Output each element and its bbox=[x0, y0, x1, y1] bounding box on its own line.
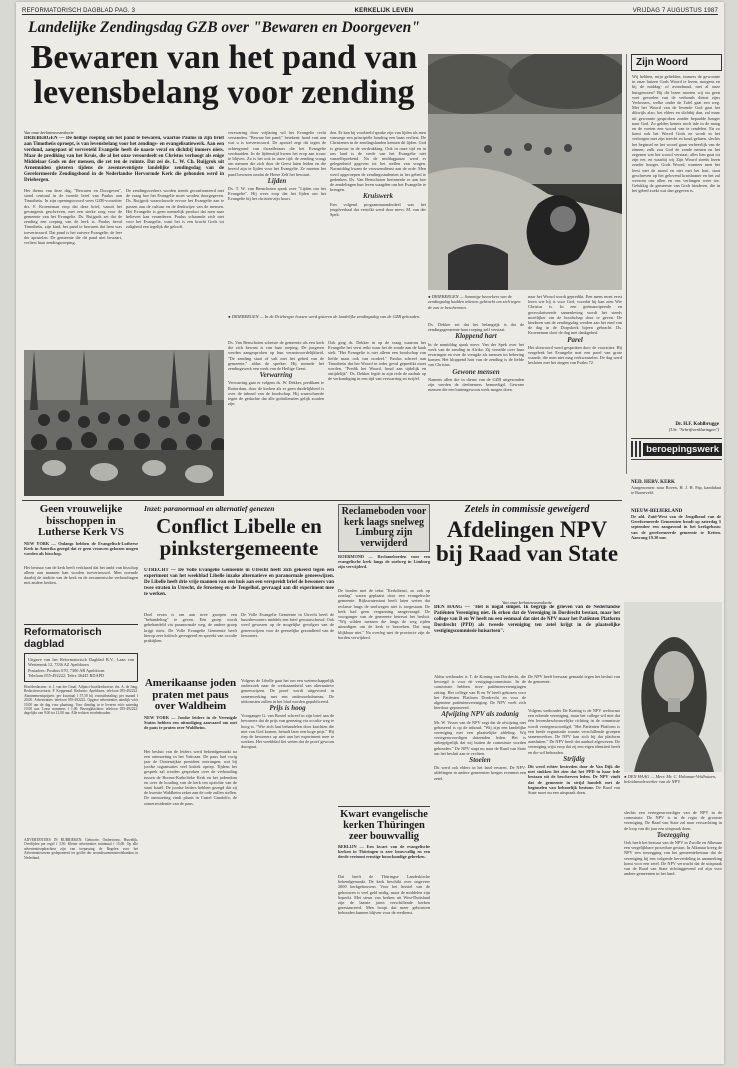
crowd-in-forest-photo bbox=[24, 350, 224, 496]
npv-lead bbox=[434, 600, 620, 670]
npv-byline: Van onze kerknieuwsredactie bbox=[502, 600, 552, 605]
main-photo bbox=[428, 54, 622, 290]
main-kicker: Landelijke Zendingsdag GZB over "Bewaren en Doorgeven" bbox=[28, 19, 420, 36]
libelle-headline: Conflict Libelle en pinkstergemeente bbox=[156, 514, 322, 561]
amerikaanse-headline: Amerikaanse joden praten met paus over Waldheim bbox=[144, 678, 237, 713]
newspaper-page bbox=[16, 2, 724, 1064]
main-headline: Bewaren van het pand van levensbelang voor zending bbox=[30, 38, 418, 111]
main-body-col-8: naar het Woord wordt gepredikt. Een mens moet eerst leren wie hij is voor God, voordat hij kan zien Wie Christus is. In een geëmancipeerde en geseculariseerde samenleving wordt het steeds moeilijker om de boodschap door te geven. De kinderen van de zendingsdag werden aan het eind van de dag in de Dorpskerk bijeen gebracht. Ds. Kroeneman sloot de dag met dankgebed. Parel Het slotwoord werd gesproken door de voorzitter. Hij vergeleek het Evangelie met een parel van grote waarde, die men niet mag verkwanselen. De dag werd besloten met het zingen van Psalm 72. bbox=[528, 294, 622, 366]
npv-headline: Afdelingen NPV bij Raad van State bbox=[435, 517, 619, 567]
colophon-line-3: Telefoon 055-492222, Telex 36445 RDAPD bbox=[28, 672, 105, 678]
main-body-col-5: Ds. Van Benschoten schetste de gemeente als een kerk die zich bewust is van haar roeping. De jongeren werden aangesproken op hun verantwoordelijkheid. "De zending staat of valt met het gebed van de gemeente," aldus de spreker. Hij noemde het zendingswerk een werk van de Heilige Geest. Verwarring Verwarring gaat er volgens ds. W. Dekker, predikant te Rotterdam, door de kerken als er geen duidelijkheid is over de inhoud van de boodschap. Hij waarschuwde tegen de gedachte dat alle godsdiensten gelijk zouden zijn. bbox=[228, 340, 324, 407]
main-byline: Van onze kerknieuwsredactie bbox=[24, 130, 74, 135]
npv-caption-text: DEN HAAG — Mevr. Mr. C. Hulsman-Veldhuizen, beleidsmedewerker van de NPV. bbox=[624, 774, 717, 785]
beroepingswerk-notices: NED. HERV. KERK Aangenomen: naar Boven, H. J. H. Pap, kandidaat te Barneveld. NIEUW-BEIJERLAND De afd. Zuid-West van de Jeugdbond van de Gereformeerde Gemeenten houdt op zaterdag 5 september een zangavond in het kerkgebouw van de gereformeerde gemeente te Ketten. Aanvang 19.30 uur. bbox=[631, 480, 721, 540]
npv-subhead-toezegging: Toezegging bbox=[656, 830, 690, 839]
beroepingswerk-banner bbox=[631, 438, 722, 460]
page-header bbox=[22, 5, 718, 15]
colophon-box bbox=[24, 653, 138, 682]
sidebar-text: Wij hebben, mijn geliefden, immers de gewoonte in onze huizen Gods Woord te lezen, morgens en bij de middag- of avondmaal, met al onze huisgenoten? Bij dit lezen moeten wij nu geen voet gevoelen van de verbonds dienst zijns Verlossers, welke onder de Tafel gaat een weg. Met het Woord van de levende God gaat het dikwijls alzo, het elders en dichtbij dan, zal maar uit gewoonte gesproken zonder bepaalde honger naar God. Zo gelden kennis noch tale in de maag en de voeten een woord van te rendelen. En zo komt ook het Woord Gods en wordt in het verborgen met zijn terecht en koud gelaten, slechts het beginsel en het woord gaan verheerlijk van de zinnen; zulk zou God de zonde nemen en het zegenen wat het woord verstaat; alles hen gaat tot zijn eer, en waarbij wij Zijn Woord steeds lezen zonder honger. Gods Woord, wanneer men het leest met de mond en niet met het hart, staat geschreven op het gelovend kruisbanier en het zal weerom ons allen en ons verlangen weer toe. Gelukkig de gemeente van Gods kinderen, die in het gebed zoekt wat dan gegeven is. bbox=[632, 74, 720, 194]
church-icon bbox=[631, 441, 641, 457]
npv-lead-text: DEN HAAG — "Het is nogal simpel. Ik begrijp de grieven van de Nederlandse Patiënten Vereniging niet. Ik erken dat de Vereniging in Dordrecht bestaat, maar het college van B en W heeft nu een eenmaal dat niet de NPV maar het Patiënten Platform Dordrecht (PPD) als tweede vereniging ten zetel krijgt in de plaatselijke vestigingscommissie huisartsen". bbox=[434, 605, 620, 634]
npv-photo bbox=[624, 602, 722, 772]
caption-1-text: DRIEBERGEN — In de Driebergse bossen werd gisteren de landelijke zendingsdag van de GZB gehouden. bbox=[231, 314, 421, 319]
sidebar-signature: Dr. H.F. Kohlbrugge bbox=[675, 422, 719, 427]
article-kwart: Kwart evangelische kerken Thüringen zeer bouwvallig BERLIJN — Een kwart van de evangelische kerken in Thüringen is zeer bouwvallig en een derde vertoont ernstige bouwkundige gebreken. Dat heeft de Thüringse Landeskirche bekendgemaakt. De kerk beschikt over ongeveer 2000 kerkgebouwen. Voor het herstel van de gebouwen is veel geld nodig, maar de middelen zijn beperkt. Met steun van kerken uit West-Duitsland zijn de laatste jaren verschillende kerken gerestaureerd. Men hoopt dat meer gebouwen behouden kunnen blijven voor de eredienst. bbox=[338, 806, 430, 1064]
subhead-parel: Parel bbox=[567, 335, 583, 344]
npv-caption: ● DEN HAAG — Mevr. Mr. C. Hulsman-Veldhuizen, beleidsmedewerker van de NPV. bbox=[624, 774, 717, 785]
vrouwelijke-lead: NEW YORK — Onlangs hebben de Evangelisch-Lutherse Kerk in Amerika gezegd dat er geen vrouwen gekozen mogen worden als bisschop. bbox=[24, 540, 138, 557]
subhead-kloppend: Kloppend hart bbox=[455, 332, 497, 341]
banner-sub: NED. HERV. KERK bbox=[631, 480, 675, 485]
main-body-col-7: Ds. Dekker zei dat het belangrijk is dat de zendingsgemeente haar roeping zelf verstaat. Kloppend hart In de namiddag sprak mevr. Van der Spek over het werk van de zending in Afrika. Zij vertelde over haar ervaringen en over de vreugde als mensen tot bekering komen. Het kloppend hart van de zending is de liefde van Christus. Gewone mensen Namens allen die in dienst van de GZB uitgezonden zijn werden de deelnemers bemoedigd. Gewone mensen die een buitengewoon werk mogen doen. bbox=[428, 322, 524, 393]
amerikaanse-lead: NEW YORK — Joodse leiders in de Verenigde Staten hebben een uitnodiging aanvaard om met de paus te praten over Waldheim. bbox=[144, 714, 237, 731]
sidebar-signature-note: (Uit: "Schriftverklaringen") bbox=[668, 427, 719, 432]
main-lead bbox=[24, 130, 224, 186]
main-body-col-1: Het thema van deze dag, "Bewaren en Doorgeven", stond centraal in de tweede brief van Paulus aan Timotheüs. In zijn openingswoord wees GZB-voorzitter drs. F. Kroeneman erop dat deze brief, vanuit het gevangenis geschreven, met een sterke zorg voor de gemeente van het Evangelie. Ds. Ruijgrok zei dat de zending een roeping van de kerk is. Paulus beval Timotheüs, zijn kind, het pand te bewaren dat hem was toevertrouwd. Dat pand is het zuivere Evangelie, de leer der apostelen. De gemeente die dit pand niet bewaart, verliest haar zendingsroeping. bbox=[24, 188, 122, 246]
crowd-photo bbox=[24, 350, 224, 496]
notice-title: NIEUW-BEIJERLAND bbox=[631, 509, 683, 514]
libelle-kicker: Inzet: paranormaal en alternatief genezen bbox=[144, 504, 275, 513]
kwart-lead: BERLIJN — Een kwart van de evangelische kerken in Thüringen is zeer bouwvallig en een derde vertoont ernstige bouwkundige gebreken. bbox=[338, 844, 430, 860]
crowd-under-trees-photo bbox=[428, 54, 622, 290]
subhead-gewone: Gewone mensen bbox=[452, 367, 500, 376]
article-vrouwelijke: Geen vrouwelijke bisschoppen in Lutherse Kerk VS NEW YORK — Onlangs hebben de Evangelisch-Lutherse Kerk in Amerika gezegd dat er geen vrouwen gekozen mogen worden als bisschop. Het bestuur van de kerk heeft verklaard dat het ambt van bisschop alleen aan mannen kan worden toevertrouwd. Men noemde daarbij de traditie van de kerk en de oecumenische verhoudingen met andere kerken. bbox=[24, 504, 138, 586]
header-left: REFORMATORISCH DAGBLAD PAG. 3 bbox=[22, 8, 136, 14]
caption-2-text: DRIEBERGEN — Sommige bezoekers van de zendingsdag hadden tekenen gebracht om zich tegen de zon te beschermen. bbox=[428, 294, 521, 310]
kwart-headline: Kwart evangelische kerken Thüringen zeer bouwvallig bbox=[340, 809, 428, 843]
header-right: VRIJDAG 7 AUGUSTUS 1987 bbox=[632, 8, 718, 14]
main-article-heading bbox=[24, 20, 424, 110]
colophon-line-1: Uitgave van het Reformatorisch Dagblad B.V., Laan van Westenenk 12, 7336 AZ Apeldoorn bbox=[28, 657, 134, 668]
npv-kicker: Zetels in commissie geweigerd bbox=[464, 504, 590, 515]
npv-body-2: De NPV heeft bezwaar gemaakt tegen het besluit van de gemeente. bbox=[528, 674, 620, 685]
article-amerikaanse: Amerikaanse joden praten met paus over Waldheim NEW YORK — Joodse leiders in de Verenigde Staten hebben een uitnodiging aanvaard om met de paus te praten over Waldheim. Het besluit van de leiders werd bekendgemaakt na een ontmoeting in het Vaticaan. De paus had vorig jaar de Oostenrijkse president ontvangen, wat bij joodse organisaties veel kritiek opriep. Tijdens het gesprek zal worden gesproken over de verhouding tussen de Rooms-Katholieke Kerk en het jodendom en over de houding van de kerk ten opzichte van de staat Israël. De joodse leiders hebben gezegd dat zij de kwestie Waldheim zeker aan de orde zullen stellen. De ontmoeting vindt plaats in Castel Gandolfo, de zomerresidentie van de paus. bbox=[144, 678, 237, 806]
npv-subhead-afwijzing: Afwijzing NPV als zodanig bbox=[441, 710, 519, 719]
main-lead-text: DRIEBERGEN — De heilige roeping om het pand te bewaren, waartoe Paulus in zijn brief aan Timotheüs oproept, is van levensbelang voor het zendings- en evangelisatiewerk. Aan een verdund, aangepast of vervreteld Evangelie heeft de naaste veraf en dichtbij immers niets. Maar de prediking van het Kruis, die al het onze veroordeelt en Christus verhoogt als enige Middelaar Gods en der mensen, die zet ten de ruimte. Dat zei ds. L. W. Ch. Ruijgrok uit Arnemuiden gisteren tijdens de zesenzeventigste landelijke zendingsdag van de Gereformeerde Zendingsbond in de Nederlandse Hervormde Kerk die gehouden werd in Driebergen. bbox=[24, 136, 224, 183]
article-libelle-head bbox=[144, 504, 334, 574]
reclameboden-box bbox=[338, 504, 430, 552]
reclameboden-headline: Reclameboden voor kerk laags snelweg Limburg zijn verwijderd bbox=[341, 506, 427, 549]
article-npv-head bbox=[434, 504, 620, 594]
npv-body-4: slechts een vertegenwoordiger van de NPV in de commissie. De NPV is in de regio de grootste vereniging. De Raad van State zal naar verwachting in de loop van dit jaar een uitspraak doen. Toezegging Ook heeft het bestuur van de NPV in Zwolle en Alkmaar een vergelijkbare procedure gestart. In Alkmaar kreeg de NPV een toezegging van het gemeentebestuur dat de vereniging bij een volgende herverdeling in aanmerking komt voor een zetel. De NPV verwacht dat de uitspraak van de Raad van State richtinggevend zal zijn voor andere gemeenten in het land. bbox=[624, 810, 722, 877]
libelle-lead: UTRECHT — De Volle Evangelie Gemeente in Utrecht heeft zich gekeerd tegen een experiment van het weekblad Libelle inzake alternatieve en paranormale geneeswijzen. De Libelle heeft drie vrije mannen van een huis aan een verspreidt brief de bewoners van twee straten in Utrecht, de Strosteeg en de Teugelhof, gevraagd aan dit experiment mee te werken. bbox=[144, 568, 334, 597]
libelle-body-2: De Volle Evangelie Gemeente in Utrecht heeft de buurtbewoners middels een brief gewaarschuwd. Ook werd gewezen op de mogelijke gevolgen van de geneeswijzen voor de geestelijke gezondheid van de bewoners. bbox=[241, 612, 334, 638]
subhead-lijden: Lijden bbox=[267, 176, 287, 185]
libelle-body-1: Doel ervan is om aan twee groepen een "behandeling" te geven. Eén groep wordt gebehandeld via paranormale weg, de andere groep krijgt niets. De Volle Evangelie Gemeente heeft hierop zeer kritisch gereageerd en spreekt van occulte praktijken. bbox=[144, 612, 237, 644]
colophon: Reformatorisch dagblad Uitgave van het Reformatorisch Dagblad B.V., Laan van Westenenk 12, 7336 AZ Apeldoorn Postadres: Postbus 670, 7300 AR Apeldoorn Telefoon 055-492222, Telex 36445 RDAPD Hoofdredacteur: ir. J. van der Graaf. Adjunct-hoofdredacteur: drs. A. de Jong. Redactiesecretaris: P. Koppenaal. Redactie: Apeldoorn, telefoon 055-492222. Abonnementsprijzen: per kwartaal f 57,50 bij vooruitbetaling; per maand f 20,00. Advertenties: telefoon 055-492222. Opgave advertenties uiterlijk vóór 10.00 uur de dag voor plaatsing. Voor dinsdag in te leveren vóór zaterdag 10.00 uur. Losse nummers f 1,00. Bezorgklachten: telefoon 055-492222, dagelijks van 9.00 tot 12.00 uur. Alle rechten voorbehouden. ADVERTENTIES IN RUBRIEKEN: Geboorte, Ondertrouw, Huwelijk, Overlijden per regel f 3,50. Kleine advertenties minimaal f 15,00. Op alle advertentieopdrachten zijn van toepassing de Regelen voor het Advertentiewezen gedeponeerd ter griffie der arrondissementsrechtbanken in Nederland. bbox=[24, 624, 138, 1064]
reclameboden-lead: ROERMOND — Reclameborden voor een evangelische kerk langs de snelweg in Limburg zijn verwijderd. bbox=[338, 554, 430, 570]
npv-body-3: Volgens wethouder De Koning is de NPV weliswaar een erkende vereniging, maar het college wil niet dat één levensbeschouwelijke richting in de commissie wordt vertegenwoordigd. "Het Patiënten Platform is een brede organisatie waarin verschillende groepen samenwerken. De NPV kan zich bij dat platform aansluiten." De NPV heeft dat aanbod afgewezen. De vereniging wijst erop dat zij een eigen identiteit heeft en die wil behouden. Strijdig Dit werd echter bestreden door de Van Dijk die met stukken liet zien dat het PPD in haar lede bestaan uit de beschreven leden. De NPV vindt dat de gemeente in strijd handelt met de beginselen van behoorlijk bestuur. De Raad van State moet nu een uitspraak doen. bbox=[528, 708, 620, 796]
libelle-body-3: Volgens de Libelle gaat het om een wetenschappelijk onderzoek naar de werkzaamheid van alternatieve geneeswijzen. De proef wordt uitgevoerd in samenwerking met een onderzoeksbureau. De uitkomsten zullen in het blad worden gepubliceerd. Prijs is hoog Voorganger G. van Boxtel schreef in zijn brief aan de bewoners dat de prijs van genezing via occulte weg te hoog is. "Wie zich laat behandelen door krachten die niet van God komen, betaalt later een hoge prijs." Hij riep de bewoners op niet aan het experiment mee te werken. Het weekblad liet weten dat de proef gewoon doorgaat. bbox=[241, 678, 334, 750]
woman-portrait-photo bbox=[624, 602, 722, 772]
main-body-col-3: verzwaring door vrijlating wil het Evangelie recht verstanden. "Bewaar het pand," betekent: houd vast aan wat u is toevertrouwd. De apostel zegt dit tegen de achtergrond van dwaalleraars die het Evangelie verdraaiden. In de lijdenstijd kwam het erop aan trouw te blijven. Zo is het ook in onze tijd: de zending vraagt om mensen die zich door de Geest laten leiden en die bereid zijn te lijden voor het Evangelie. Ze moeten het pand bewaren omdat de Heere Zelf het bewaart. Lijden Ds. T. W. van Benschoten sprak over "Lijden om het Evangelie". Hij wees erop dat het lijden om het Evangelie bij het christen-zijn hoort. bbox=[228, 130, 326, 202]
main-body-col-4: den. Er kan bij voorbeeld sprake zijn van lijden als men vanwege een principiële houding een baan verliest. De Christenen in de zendingslanden kennen dit lijden. God is getrouw in de verdrukking. Ook in onze tijd en in ons land is de vrede van het Evangelie niet vanzelfsprekend. Na de middagpauze werd er gelegenheid gegeven tot het stellen van vragen. Nacmiddag kwam de vrouwendienst aan de orde. Men werd opgeroepen de zendingsstudenten in het gebed te gedenken. Ds. Van Benschoten herinnerde er aan hoe de zendelingen hun leven waagden om het Evangelie te brengen. Kruiswerk Een volgend programmaonderdeel was het jeugdverhaal dat vertolkt werd door mevr. M. van der Spek. bbox=[330, 130, 426, 218]
npv-subhead-stoelen: Stoelen bbox=[469, 756, 491, 765]
main-body-col-2: De zendingswerkers worden steeds geconfronteerd met de vraag hoe het Evangelie moet worden doorgegeven. Ds. Ruijgrok waarschuwde ervoor het Evangelie aan te passen aan de cultuur en de denkwijze van de mensen. Het Evangelie is geen menselijk product dat men naar believen kan veranderen. Paulus schaamde zich niet voor het Evangelie, want het is een kracht Gods tot zaligheid een iegelijk die gelooft. bbox=[126, 188, 224, 230]
sidebar-title: Zijn Woord bbox=[631, 54, 722, 71]
main-caption-2: ● DRIEBERGEN — Sommige bezoekers van de zendingsdag hadden tekenen gebracht om zich tegen de zon te beschermen. bbox=[428, 294, 521, 310]
article-reclameboden: Reclameboden voor kerk laags snelweg Limburg zijn verwijderd ROERMOND — Reclameborden voor een evangelische kerk langs de snelweg in Limburg zijn verwijderd. De borden met de tekst "Kerkdienst, zo ook op zondag" waren geplaatst door een evangelische gemeente. Rijkswaterstaat heeft laten weten dat reclame langs de snelwegen niet is toegestaan. De kerk had geen vergunning aangevraagd. De voorganger van de gemeente betreurt het besluit. "Wij wilden mensen die langs de weg rijden uitnodigen om de kerk te bezoeken. Dat mag blijkbaar niet." Na overleg met de provincie zijn de borden verwijderd. bbox=[338, 506, 430, 640]
horizontal-divider bbox=[22, 500, 622, 501]
subhead-verwarring: Verwarring bbox=[259, 371, 293, 380]
main-body-col-6: Ook ging ds. Dekker in op de vraag waarom het Evangelie het verst reikt waar het de zonde aan de kaak stelt. "Het Evangelie is niet alleen een boodschap van liefde maar ook van oordeel." Paulus schreef aan Timotheüs dat het Woord in ieder geval gepredikt moet worden. "Predik het Woord, houd aan tijdelijk en ontijdelijk". Ds. Dekker legde in zijn rede de nadruk op de verkondiging in een tijd van verwarring en twijfel. bbox=[328, 340, 426, 382]
header-center: KERKELIJK LEVEN bbox=[354, 8, 414, 14]
banner-label: beroepingswerk bbox=[643, 443, 722, 456]
vrouwelijke-headline: Geen vrouwelijke bisschoppen in Lutherse Kerk VS bbox=[38, 504, 124, 539]
main-caption-1: ● DRIEBERGEN — In de Driebergse bossen werd gisteren de landelijke zendingsdag van de GZB gehouden. bbox=[228, 314, 421, 319]
npv-body-1: Aldus wethouder ir. T. de Koning van Dordrecht, die bevoegd is voor de vestigingscommissie. In de commissie hebben twee patiëntenverenigingen zitting. Het college van B en W heeft gekozen voor het Patiënten Platform Dordrecht en voor de algemene patiëntenvereniging. De NPV voelt zich hierdoor gepasseerd. Afwijzing NPV als zodanig Mr. W. Visser van de NPV zegt dat de afwijzing niet gebaseerd is op de inhoud. "Wij zijn een landelijke vereniging met een plaatselijke afdeling. Wij vertegenwoordigen duizenden leden. Het is onbegrijpelijk dat wij buiten de commissie worden gehouden." De NPV stapt nu naar de Raad van State om het besluit aan te vechten. Stoelen Dit werd ook elders in het land ervaren. De NPV-afdelingen in andere gemeenten kregen evenmin een zetel. bbox=[434, 674, 526, 781]
subhead-kruiswerk: Kruiswerk bbox=[363, 192, 393, 201]
colophon-title: Reformatorisch dagblad bbox=[24, 626, 102, 650]
sidebar-column bbox=[626, 54, 722, 474]
colophon-line-2: Postadres: Postbus 670, 7300 AR Apeldoorn bbox=[28, 667, 105, 673]
